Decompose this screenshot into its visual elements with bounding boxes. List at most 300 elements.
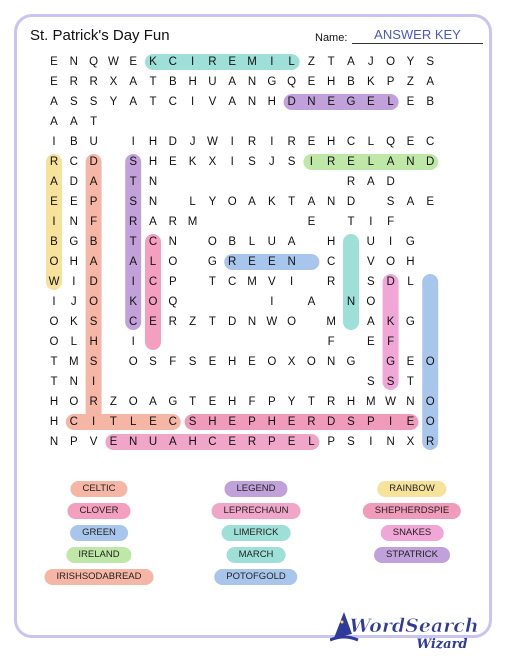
grid-letter: I (230, 156, 234, 168)
page-title: St. Patrick's Day Fun (30, 27, 170, 44)
grid-letter: U (267, 236, 276, 248)
grid-letter: E (307, 216, 316, 228)
grid-letter: I (270, 56, 274, 68)
word-shepherdspie: SHEPHERDSPIE (363, 503, 461, 519)
grid-letter: N (247, 96, 257, 108)
grid-letter: U (208, 76, 217, 88)
grid-letter: S (366, 376, 375, 388)
grid-letter: C (346, 136, 356, 148)
grid-letter: N (327, 196, 336, 208)
grid-letter: P (89, 196, 98, 208)
grid-letter: A (50, 116, 58, 128)
grid-letter: S (426, 56, 435, 68)
grid-letter: J (268, 156, 275, 168)
grid-letter: C (228, 276, 237, 288)
grid-letter: Z (307, 56, 315, 68)
word-green: GREEN (70, 525, 128, 541)
grid-letter: K (149, 56, 157, 68)
grid-letter: H (346, 396, 356, 408)
grid-letter: S (129, 156, 138, 168)
grid-letter: S (89, 316, 98, 328)
grid-letter: A (366, 316, 375, 328)
grid-letter: F (90, 216, 98, 228)
grid-letter: S (287, 156, 296, 168)
grid-letter: U (148, 436, 158, 448)
grid-letter: Y (109, 96, 118, 108)
grid-letter: Z (189, 316, 197, 328)
grid-letter: S (69, 96, 78, 108)
word-clover: CLOVER (67, 503, 130, 519)
grid-letter: C (148, 236, 158, 248)
grid-letter: W (266, 316, 278, 328)
grid-letter: R (247, 136, 257, 148)
grid-letter: P (327, 436, 336, 448)
word-ireland: IRELAND (66, 547, 131, 563)
grid-letter: H (188, 436, 197, 448)
grid-letter: C (69, 156, 78, 168)
grid-letter: T (288, 196, 296, 208)
grid-letter: T (307, 396, 315, 408)
grid-letter: L (367, 156, 375, 168)
grid-letter: B (426, 96, 435, 108)
grid-letter: P (386, 76, 395, 88)
grid-letter: E (149, 416, 157, 428)
grid-letter: L (407, 276, 414, 288)
word-leprechaun: LEPRECHAUN (212, 503, 301, 519)
grid-letter: P (366, 416, 375, 428)
word-legend: LEGEND (224, 481, 287, 497)
grid-letter: A (149, 396, 157, 408)
grid-letter: I (369, 436, 373, 448)
grid-letter: N (129, 436, 138, 448)
grid-letter: M (247, 56, 257, 68)
grid-letter: C (69, 416, 78, 428)
grid-letter: I (270, 296, 274, 308)
grid-letter: L (288, 56, 295, 68)
grid-letter: L (367, 136, 375, 148)
grid-letter: O (425, 396, 435, 408)
grid-letter: D (89, 276, 98, 288)
grid-letter: F (387, 216, 395, 228)
grid-letter: W (385, 396, 397, 408)
grid-letter: S (386, 196, 395, 208)
grid-letter: N (287, 256, 296, 268)
grid-letter: V (366, 256, 375, 268)
grid-letter: F (327, 336, 335, 348)
grid-letter: N (148, 196, 158, 208)
grid-letter: S (188, 416, 197, 428)
grid-letter: O (425, 416, 435, 428)
grid-letter: W (206, 136, 218, 148)
grid-letter: A (307, 296, 316, 308)
grid-letter: L (70, 336, 78, 348)
grid-letter: E (287, 436, 296, 448)
grid-letter: S (347, 436, 355, 448)
grid-letter: O (227, 196, 237, 208)
grid-letter: X (406, 436, 415, 448)
grid-letter: H (69, 256, 78, 268)
grid-letter: W (48, 276, 60, 288)
grid-letter: K (188, 156, 197, 168)
grid-letter: C (208, 436, 217, 448)
grid-letter: R (327, 276, 336, 288)
grid-letter: T (50, 376, 58, 388)
grid-letter: C (168, 56, 177, 68)
grid-letter: O (49, 256, 59, 268)
grid-letter: E (50, 56, 58, 68)
grid-letter: R (69, 76, 78, 88)
grid-letter: R (89, 396, 98, 408)
word-celtic: CELTIC (70, 481, 127, 497)
grid-letter: I (52, 216, 56, 228)
grid-letter: E (248, 356, 256, 368)
grid-letter: D (386, 176, 395, 188)
grid-letter: L (387, 96, 394, 108)
grid-letter: A (69, 116, 78, 128)
grid-letter: T (149, 96, 157, 108)
grid-letter: B (347, 76, 355, 88)
grid-letter: D (228, 316, 237, 328)
grid-letter: B (50, 236, 58, 248)
grid-letter: P (248, 416, 256, 428)
grid-letter: R (168, 216, 177, 228)
grid-letter: E (406, 416, 415, 428)
grid-letter: S (188, 356, 197, 368)
grid-letter: Y (287, 396, 296, 408)
grid-letter: E (406, 356, 415, 368)
grid-letter: R (307, 416, 316, 428)
grid-letter: P (267, 396, 276, 408)
grid-letter: A (129, 256, 138, 268)
grid-letter: N (386, 436, 395, 448)
grid-letter: E (327, 96, 336, 108)
grid-letter: H (327, 76, 336, 88)
grid-letter: T (50, 356, 58, 368)
grid-letter: K (129, 296, 138, 308)
grid-letter: K (69, 316, 78, 328)
grid-letter: Q (287, 76, 297, 88)
grid-letter: N (247, 76, 257, 88)
word-rainbow: RAINBOW (377, 481, 446, 497)
grid-letter: H (267, 416, 276, 428)
grid-letter: A (248, 196, 256, 208)
grid-letter: E (109, 436, 118, 448)
grid-letter: N (346, 296, 356, 308)
grid-letter: I (91, 416, 96, 428)
grid-letter: E (168, 156, 177, 168)
grid-letter: Q (168, 296, 178, 308)
grid-letter: A (366, 176, 375, 188)
grid-letter: H (406, 256, 415, 268)
grid-letter: O (386, 256, 396, 268)
grid-letter: L (248, 236, 256, 248)
grid-letter: A (129, 76, 138, 88)
grid-letter: O (366, 296, 376, 308)
grid-letter: H (148, 136, 158, 148)
grid-letter: H (327, 236, 336, 248)
grid-letter: V (267, 276, 276, 288)
grid-letter: A (287, 236, 296, 248)
grid-letter: C (168, 96, 177, 108)
grid-letter: I (52, 296, 56, 308)
grid-letter: T (129, 176, 137, 188)
grid-letter: A (307, 196, 316, 208)
grid-letter: O (168, 256, 178, 268)
grid-letter: E (50, 76, 58, 88)
grid-letter: N (406, 156, 415, 168)
grid-letter: E (228, 416, 237, 428)
grid-letter: H (228, 396, 237, 408)
grid-letter: A (406, 196, 415, 208)
grid-letter: I (270, 136, 274, 148)
grid-letter: O (128, 396, 138, 408)
grid-letter: J (70, 296, 77, 308)
grid-letter: B (89, 236, 98, 248)
grid-letter: M (326, 316, 336, 328)
word-snakes: SNAKES (381, 525, 444, 541)
grid-letter: P (69, 436, 78, 448)
grid-letter: I (388, 416, 393, 428)
grid-letter: G (207, 256, 217, 268)
grid-letter: C (168, 416, 177, 428)
grid-letter: B (69, 136, 78, 148)
grid-letter: O (425, 356, 435, 368)
grid-letter: X (109, 76, 118, 88)
grid-letter: D (69, 176, 78, 188)
grid-letter: T (129, 236, 137, 248)
grid-letter: H (208, 416, 217, 428)
grid-letter: E (347, 156, 355, 168)
grid-letter: G (405, 236, 415, 248)
grid-letter: N (307, 96, 316, 108)
grid-letter: L (149, 256, 157, 268)
grid-letter: H (327, 136, 336, 148)
grid-letter: R (168, 316, 177, 328)
grid-letter: J (367, 56, 374, 68)
grid-letter: F (169, 356, 177, 368)
grid-letter: H (49, 416, 59, 428)
grid-letter: I (131, 336, 135, 348)
grid-letter: A (89, 256, 98, 268)
grid-letter: T (406, 376, 414, 388)
grid-letter: I (369, 216, 373, 228)
grid-letter: E (287, 416, 296, 428)
logo-subtitle: Wizard (416, 637, 468, 652)
grid-letter: H (148, 156, 158, 168)
word-potofgold: POTOFGOLD (214, 569, 297, 585)
grid-letter: G (69, 236, 79, 248)
grid-letter: H (188, 76, 197, 88)
grid-letter: B (228, 236, 237, 248)
grid-letter: O (89, 296, 99, 308)
wordsearch-wizard-logo (330, 608, 480, 652)
grid-letter: I (289, 276, 294, 288)
grid-letter: F (248, 396, 256, 408)
grid-letter: R (247, 436, 257, 448)
grid-letter: E (69, 196, 78, 208)
grid-letter: K (366, 76, 375, 88)
grid-letter: S (129, 196, 138, 208)
grid-letter: N (148, 176, 158, 188)
grid-letter: V (208, 96, 217, 108)
grid-letter: E (129, 56, 138, 68)
grid-letter: E (228, 436, 237, 448)
grid-letter: E (307, 76, 316, 88)
grid-letter: H (228, 356, 237, 368)
grid-letter: O (69, 396, 79, 408)
grid-letter: I (190, 56, 195, 68)
grid-letter: I (190, 96, 195, 108)
grid-letter: A (129, 96, 138, 108)
grid-letter: L (129, 416, 137, 428)
grid-letter: O (49, 336, 59, 348)
grid-letter: C (129, 316, 138, 328)
grid-letter: I (91, 376, 96, 388)
grid-letter: A (50, 176, 58, 188)
grid-letter: Q (89, 56, 99, 68)
grid-letter: W (107, 56, 119, 68)
grid-letter: S (89, 96, 98, 108)
grid-letter: T (90, 116, 98, 128)
grid-letter: Q (386, 136, 396, 148)
grid-letter: I (52, 136, 56, 148)
grid-letter: I (72, 276, 76, 288)
grid-letter: U (366, 236, 375, 248)
grid-letter: T (149, 76, 157, 88)
grid-letter: D (346, 196, 356, 208)
grid-letter: K (267, 196, 276, 208)
grid-letter: L (189, 196, 196, 208)
grid-letter: S (89, 356, 98, 368)
grid-letter: N (247, 316, 257, 328)
grid-letter: E (208, 396, 217, 408)
grid-letter: N (69, 216, 78, 228)
grid-letter: R (327, 156, 336, 168)
grid-letter: O (49, 316, 59, 328)
grid-letter: O (148, 296, 158, 308)
grid-letter: D (386, 276, 395, 288)
grid-letter: T (189, 396, 197, 408)
grid-letter: S (149, 356, 157, 368)
grid-letter: Z (109, 396, 117, 408)
name-label: Name: (315, 32, 348, 44)
grid-letter: E (307, 136, 316, 148)
grid-letter: J (189, 136, 196, 148)
grid-letter: X (208, 156, 217, 168)
grid-letter: G (267, 76, 277, 88)
grid-letter: A (426, 76, 435, 88)
grid-letters (49, 56, 435, 448)
grid-letter: R (89, 76, 98, 88)
grid-letter: I (388, 236, 393, 248)
grid-letter: O (306, 356, 316, 368)
grid-letter: N (69, 56, 78, 68)
grid-letter: Z (406, 76, 414, 88)
grid-letter: B (168, 76, 177, 88)
grid-letter: R (208, 56, 217, 68)
grid-letter: E (406, 96, 415, 108)
grid-letter: G (346, 356, 356, 368)
grid-letter: A (228, 76, 237, 88)
grid-letter: K (386, 316, 395, 328)
grid-letter: A (50, 96, 58, 108)
grid-letter: M (69, 356, 79, 368)
grid-letter: O (287, 316, 297, 328)
grid-letter: A (89, 176, 98, 188)
grid-letter: T (109, 416, 117, 428)
grid-letter: A (149, 216, 157, 228)
grid-letter: I (309, 156, 314, 168)
grid-letter: R (346, 176, 356, 188)
grid-letter: E (406, 136, 415, 148)
grid-letter: M (247, 276, 257, 288)
grid-letter: X (287, 356, 296, 368)
grid-letter: C (327, 256, 336, 268)
grid-letter: E (149, 316, 157, 328)
grid-letter: E (426, 196, 435, 208)
grid-letter: P (267, 436, 276, 448)
grid-letter: O (207, 236, 217, 248)
grid-letter: L (308, 436, 315, 448)
grid-letter: R (228, 256, 237, 268)
grid-letter: S (248, 156, 256, 168)
grid-letter: E (50, 196, 58, 208)
grid-letter: A (228, 96, 237, 108)
grid-letter: D (89, 156, 98, 168)
grid-letter: U (89, 136, 98, 148)
grid-letter: N (168, 236, 177, 248)
grid-letter: F (387, 336, 395, 348)
grid-letter: O (267, 356, 277, 368)
grid-letter: I (131, 136, 135, 148)
grid-letter: Y (208, 196, 217, 208)
grid-letter: E (267, 256, 276, 268)
grid-letter: G (405, 316, 415, 328)
grid-letter: Y (406, 56, 415, 68)
grid-letter: D (168, 136, 177, 148)
name-field[interactable]: ANSWER KEY (352, 27, 483, 44)
grid-letter: P (168, 276, 177, 288)
word-irishsodabread: IRISHSODABREAD (45, 569, 154, 585)
grid-letter: T (327, 56, 335, 68)
grid-letter: G (168, 396, 178, 408)
word-stpatrick: STPATRICK (374, 547, 450, 563)
grid-letter: R (287, 136, 296, 148)
grid-letter: R (426, 436, 435, 448)
grid-letter: H (89, 336, 98, 348)
grid-letter: E (366, 96, 375, 108)
grid-letter: C (426, 136, 435, 148)
grid-letter: E (228, 56, 237, 68)
grid-letter: R (129, 216, 138, 228)
grid-letter: C (148, 276, 158, 288)
grid-letter: A (347, 56, 355, 68)
grid-letter: H (49, 396, 59, 408)
grid-letter: G (386, 356, 396, 368)
grid-letter: G (346, 96, 356, 108)
grid-letter: T (208, 316, 216, 328)
grid-letter: N (406, 396, 415, 408)
grid-letter: R (49, 156, 59, 168)
grid-letter: A (386, 156, 395, 168)
grid-letter: R (327, 396, 336, 408)
grid-letter: A (168, 436, 177, 448)
grid-letter: H (267, 96, 276, 108)
grid-letter: I (230, 136, 234, 148)
grid-letter: T (347, 216, 355, 228)
grid-letter: E (208, 356, 217, 368)
grid-letter: M (187, 216, 198, 228)
